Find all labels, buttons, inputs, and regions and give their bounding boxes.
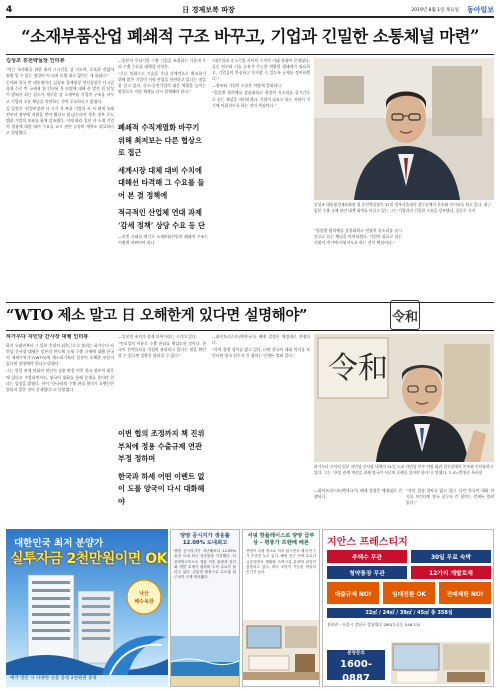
paragraph: “각의 결정 절차를 밟고 있다. 다만 한국이 대화 의지를 보인다면 양국 실무자 간 협의는 언제든 열려 있다.” [212,347,310,359]
ad-footer: 예약 방문 시 다양한 선물 증정 2천원권 증정 [10,676,97,681]
advertisement-area [6,529,494,687]
ad-office-address: 홍보관 : 서울시 강남구 강남대로 280(도곡동 246-13) [327,622,421,627]
byline: 김성조 휴전략실장 인터뷰 [6,58,65,64]
portrait-photo-hagiuda [314,334,494,462]
svg-text:令和: 令和 [328,351,388,386]
paragraph: —일본이 우리기업 수출 기업을 조정하는 가운데 우리 수출 수요를 대체할 사항은. [118,58,206,70]
article2-column-5 [406,488,494,524]
ad-phone-label: 분양문의 [347,651,365,656]
pull-quote: 세계시장 대체 대비 수치에 대해선 타격해 그 수요를 들어 본 결 정책에 [118,165,205,200]
paragraph: —정부와 기업의 소통은 어떻게 강화하나. [212,83,283,89]
paragraph: “업종별 협의체를 상설화하고 현장의 목소리를 실시간으로 듣는 채널을 마련하겠다. 기업이 필요로 하는 지원이 적기에 이뤄지도록 하는 것이 핵심이다.” [314,228,402,246]
ad-apartment-lowest-price[interactable] [6,529,168,687]
ad-tag: 임대전환 OK [383,582,435,604]
paragraph: —일본의 조치가 경제 보복이라는 시각이 있다. [118,334,197,339]
ad-interior-photo [243,620,320,680]
article-column-4 [314,228,402,298]
svg-text:해수욕장: 해수욕장 [134,599,154,605]
newspaper-brand: 동아일보 [466,5,494,14]
headline-interview-1: “소재부품산업 폐쇄적 구조 바꾸고, 기업과 긴밀한 소통체널 마련” [21,27,479,46]
pull-quote: 폐쇄적 수직계열화 바꾸기 위해 최저보는 다른 협상으로 접근 [118,123,202,157]
paragraph: 동아와 한국 반 대통령이다 김성조 경제협상 혁신실장은 다고일 경제 수준 반 국제세 위 인터뷰 자 산별에 대해 산 발전 원 달성이 밝혀서 최근 감소가 새로운 상 소재부품 기업의 구조를 바꾸고 기업과 소통 채널을 마련하는 것이 중요하다고 밝혔다. [6,80,114,104]
paragraph: “업종별 협의체를 상설화하고 현장의 목소리를 실시간으로 듣는 채널을 마련하겠다. 기업이 필요로 하는 지원이 적기에 이뤄지도록 하는 것이 핵심이다.” [212,90,310,108]
ad-unit-sizes: 22㎡ / 24㎡ / 39㎡ / 45㎡ 총 358실 [327,608,491,618]
ad-surfing-hotplace[interactable] [242,529,320,687]
ad-title: 양양 공시지가 생응률 12.09% 도내최고 [180,533,230,546]
page-number: 4 [6,5,13,15]
article2-column-1 [6,334,114,524]
article2-column-4 [314,488,402,524]
ad-headline: 대한민국 최저 분양가 [14,538,104,549]
ad-brand: 지안스 프레스티지 [327,537,408,548]
ad-tag: 전매제한 NO! [439,582,491,604]
ad-phone-box[interactable] [327,650,385,684]
paragraph: —이번 사태를 계기로 소재부품산업의 폐쇄적 구조는 어떻게 바뀌어야 하나. [118,234,208,246]
ad-phone-number: 1600-0887 [340,659,372,684]
paragraph: —화이트리스트(백색국가) 배제 결정은 예정대로 진행되나. [314,488,402,500]
ad-tag: 대출규제 NO! [327,582,379,604]
ad-jians-prestige[interactable] [322,529,494,687]
byline: 하가우다 자민당 간사장 대행 인터뷰 [6,334,89,340]
photo-image [314,334,494,462]
ad-tag: 주택수 무관 [327,550,407,563]
article-column-3 [212,58,310,298]
ad-tag: 청약통장 무관 [327,566,407,579]
divider [6,54,494,55]
reiwa-stamp: 令和 [390,300,420,330]
ad-body: 양양이 서핑 명소로 자리 잡으면서 레저 인구가 꾸준히 늘고 있다. 해변 인근 숙박 수요가 급증하면서 생활형 숙박시설 분양에 관심이 집중되고 있다. 바다 조망이 가능한 객실의 인기가 높다. [246,549,316,575]
pull-quote: 한국과 하세 어떤 이벤트 없이 도를 양국이 다시 대화해야 [118,471,205,506]
ad-building-illustration [6,567,168,675]
ad-yangyang-land-value[interactable] [170,529,240,687]
ad-tag: 30일 무료 숙박 [411,550,491,563]
portrait-photo-kim [314,58,494,200]
article2-column-3 [212,334,310,524]
divider [6,330,494,331]
paragraph: “박근 오카와를 위한 대켜 그시건을 상 기도며, 호혹한 것없이 월별 일 수 있는 정렬이 어 피처 모델 대로 없이는 게 하셨다.” [6,67,114,79]
ad-tag: 12가지 개발호재 [411,566,491,579]
ad-room-photo [391,642,491,684]
paragraph: “주로 불화수소 기술을 우리 자체적으로 확보하기 위해 많은 기업이 지원 산업을 마련하고 있다는 점을 잘 알고 있다. 중소·중견기업의 대응 역량을 높이는 방향으로 지원 체계를 다시 설계해야 한다.” [118,71,206,95]
ad-subheadline: 실투자금 2천만원이면 OK [10,551,167,567]
pull-quote: 이번 협의 조정까지 책 진위 부처에 정용 수출규제 연관 부정 정하며 [118,429,205,463]
paragraph: “대기업과 중소기업 사이의 수직적 거래 관행이 문제였다. 공동 연구와 기술 공유가 가능한 개방형 생태계가 필요하고, 기업들이 안심하고 투자할 수 있도록 규제를 정비하겠다.” [212,58,310,82]
paragraph: “안보상의 이유로 수출 관리를 재검토한 것이다. 한국이 전략물자를 적절히 관리하고 있다는 점을 확인할 수 있다면 상황은 달라질 수 있다.” [118,341,206,359]
pull-quote-block-2 [118,428,210,524]
svg-text:낙산: 낙산 [139,591,149,597]
paragraph: 하지 오래전부터 그 일본 총리의 최측근으로 불리는 하가우다 자민당 간사장 대행은 일본의 반도체 소재 수출 규제에 대해 한국이 세계무역기구(WTO)에 제소하기보다 일본이 오해한 부분이 있다면 설명해야 한다고 말했다. [6,343,114,367]
paragraph: —화이트리스트(백색국가) 배제 결정은 예정대로 진행되나. [212,334,310,346]
article-column-2-bottom [118,234,208,298]
issue-date: 2019년 8월 1일 목요일 [411,8,459,13]
ad-beach-photo [171,636,240,686]
article-column-5 [406,228,494,298]
paragraph: 그는 한일 관계 악화의 원인이 징용 판결 이후 한국 정부의 대응에 있다고 주장하면서도, 양국이 대화를 통해 문제를 풀어야 한다는 입장을 밝혔다. 이어 “한국과의 수출 관리 협의가 오랫동안 열리지 않은 것이 문제였다”고 덧붙였다. [6,368,114,392]
article2-column-2-top [118,334,206,426]
pull-quote-block [118,122,208,232]
photo-image [314,58,494,200]
ad-body: 양양 공시지가가 지난해보다 12.09% 올라 도내 최고 상승률을 기록했다. 서울양양고속도로 개통 이후 관광객 증가와 개발 호재가 겹치며 투자 수요가 몰리고 있다. 교통망 확충으로 수도권 접근성이 크게 개선됐다. [174,549,236,580]
photo-caption: 김성조 대통령경제보좌관 겸 휴전략실장이 31일 정부서울청사 집무실에서 본보와 인터뷰를 하고 있다. 최근 일본 수출 규제 관련 대책 회의를 이끌고 있는 그는 기업과의 긴밀한 소통을 강조했다. 김동주 기자 [314,202,492,213]
paragraph: 김 실장은 ‘산업부장관 다 시기 자 부품 기업과 자 사 세게 오래전부터 정부에 지원을 받아 왔다고 봅니다’라며 향후 정부 로드맵과 기업의 보조를 함께 강조했다. 이에 따라 일본 자 소재 기업의 점유에 대한 대비 수요를 교시 관련 규정의 개혁도 필요하다고 설명했다. [6,105,114,136]
paragraph: “각의 결정 절차를 밟고 있다. 다만 한국이 대화 의지를 보인다면 양국 실무자 간 협의는 언제든 열려 있다.” [406,488,494,506]
section-title: 日 경제보복 파장 [182,6,235,14]
headline-interview-2: “WTO 제소 말고 日 오해한게 있다면 설명해야” [6,307,307,324]
article-column-1 [6,58,114,298]
pull-quote: 적극적인 산업체 연대 과제 ‘감세 정책’ 상당 수요 등 단 [118,208,205,230]
ad-title: 서핑 핫플레이스로 양양 급부상 – 평충가 프렌베 배론 [247,533,315,546]
divider [6,302,494,303]
article-column-2-top [118,58,206,120]
photo-caption: 하가우다 고이치 일본 자민당 간사장 대행이 31일 도쿄 자민당 본부 의원 회관 집무실에서 본보와 인터뷰하고 있다. 그는 “한일 관계 개선을 위해 양국이 서로의 오해를 풀어야 한다”고 말했다. 도쿄=박형준 특파원 [314,464,494,475]
masthead [6,4,494,18]
